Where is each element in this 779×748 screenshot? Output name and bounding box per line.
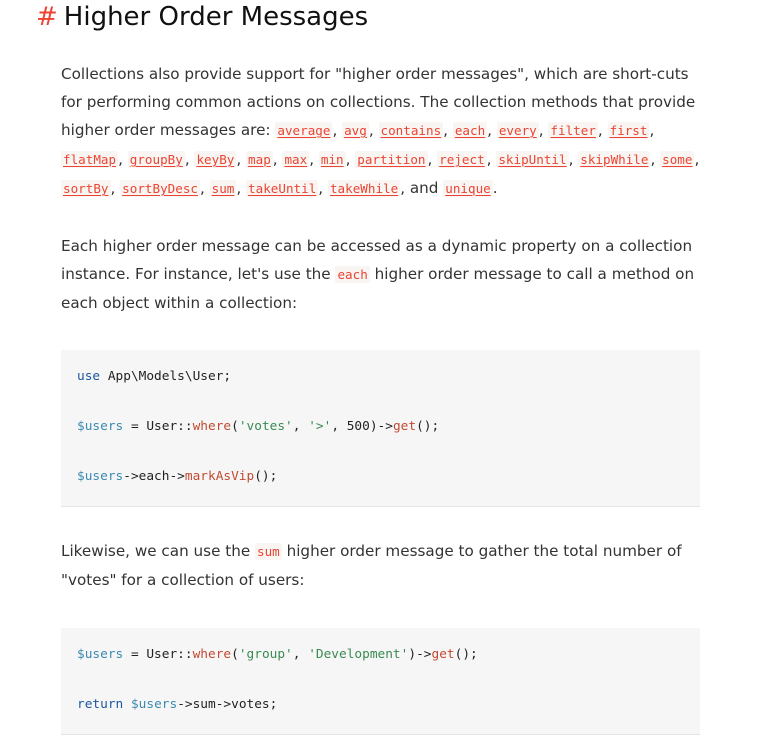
code-line	[77, 696, 277, 714]
code-text: ();	[254, 469, 278, 484]
list-separator: ,	[184, 150, 195, 168]
heading-title: Higher Order Messages	[63, 2, 369, 32]
code-text	[123, 697, 131, 712]
method-link-sortby[interactable]: sortBy	[63, 181, 109, 196]
code-string: 'votes'	[238, 419, 293, 434]
code-text: = User::	[123, 647, 193, 662]
list-separator: ,	[236, 179, 247, 197]
inline-code-each: each	[337, 267, 368, 282]
each-paragraph	[61, 232, 711, 317]
method-link-partition[interactable]: partition	[357, 152, 426, 167]
method-link-unique[interactable]: unique	[445, 181, 491, 196]
sum-text-after: higher order message to gather the total number of "votes" for a collection of users:	[61, 542, 682, 589]
list-separator: ,	[318, 179, 328, 197]
section-heading	[36, 0, 368, 34]
intro-paragraph	[61, 60, 711, 203]
list-separator: ,	[272, 150, 283, 168]
code-line	[77, 368, 231, 386]
list-separator: ,	[650, 150, 661, 168]
list-separator: ,	[345, 150, 356, 168]
list-separator: ,	[538, 121, 549, 139]
each-text-after: higher order message to call a method on each object within a collection:	[61, 265, 695, 312]
method-link-min[interactable]: min	[320, 152, 344, 167]
method-link-takewhile[interactable]: takeWhile	[329, 181, 399, 196]
method-link-sum[interactable]: sum	[211, 181, 235, 196]
code-text: ->each->	[123, 469, 185, 484]
intro-text: Collections also provide support for "higher order messages", which are short-cuts for performing common actions on collections. The collection methods that provide higher order messages are:	[61, 65, 696, 139]
list-separator: ,	[309, 150, 319, 168]
method-link-keyby[interactable]: keyBy	[196, 152, 235, 167]
method-link-sortbydesc[interactable]: sortByDesc	[122, 181, 198, 196]
method-link-filter[interactable]: filter	[550, 123, 596, 138]
code-text: (	[231, 647, 239, 662]
code-keyword: return	[77, 697, 124, 712]
list-separator: ,	[486, 150, 497, 168]
code-text: ,	[292, 647, 309, 662]
code-line	[77, 646, 478, 664]
list-separator: ,	[649, 121, 655, 139]
method-link-every[interactable]: every	[498, 123, 537, 138]
code-string: 'Development'	[308, 647, 409, 662]
list-separator: ,	[597, 121, 608, 139]
list-separator: ,	[118, 150, 128, 168]
method-link-skipuntil[interactable]: skipUntil	[498, 152, 567, 167]
method-link-contains[interactable]: contains	[380, 123, 442, 138]
code-text: ,	[292, 419, 309, 434]
code-text: = User::	[123, 419, 193, 434]
method-link-first[interactable]: first	[609, 123, 648, 138]
end-period: .	[492, 179, 498, 197]
sum-text-before: Likewise, we can use the	[61, 542, 255, 560]
code-text: (	[231, 419, 239, 434]
method-link-groupby[interactable]: groupBy	[129, 152, 183, 167]
code-string: 'group'	[238, 647, 293, 662]
method-link-reject[interactable]: reject	[439, 152, 485, 167]
code-function: where	[192, 647, 232, 662]
inline-code-sum: sum	[257, 544, 280, 559]
code-block-each	[61, 350, 700, 507]
list-separator: ,	[110, 179, 121, 197]
method-link-each[interactable]: each	[454, 123, 486, 138]
code-text: ();	[454, 647, 478, 662]
method-link-max[interactable]: max	[284, 152, 308, 167]
code-function: markAsVip	[184, 469, 255, 484]
list-separator: ,	[427, 150, 438, 168]
code-variable: $users	[130, 697, 178, 712]
code-text: ->sum->votes;	[177, 697, 278, 712]
method-link-takeuntil[interactable]: takeUntil	[248, 181, 317, 196]
code-line	[77, 418, 439, 436]
code-text: , 500)->	[331, 419, 393, 434]
list-separator: ,	[199, 179, 210, 197]
code-string: '>'	[308, 419, 332, 434]
code-function: get	[392, 419, 417, 434]
list-separator: ,	[332, 121, 343, 139]
anchor-hash-link[interactable]: #	[36, 2, 58, 32]
method-link-average[interactable]: average	[277, 123, 331, 138]
list-separator: ,	[487, 121, 497, 139]
code-text: App\Models\User;	[100, 369, 232, 384]
code-variable: $users	[77, 469, 124, 484]
list-separator: ,	[400, 179, 410, 197]
method-link-avg[interactable]: avg	[344, 123, 367, 138]
code-variable: $users	[77, 419, 124, 434]
code-text: )->	[408, 647, 432, 662]
list-separator: ,	[443, 121, 453, 139]
list-separator: ,	[368, 121, 379, 139]
code-variable: $users	[77, 647, 124, 662]
sum-paragraph	[61, 537, 711, 594]
code-block-sum	[61, 628, 700, 735]
code-keyword: use	[77, 369, 101, 384]
method-link-map[interactable]: map	[248, 152, 271, 167]
code-function: get	[431, 647, 455, 662]
method-link-skipwhile[interactable]: skipWhile	[580, 152, 649, 167]
method-link-flatmap[interactable]: flatMap	[63, 152, 117, 167]
method-link-some[interactable]: some	[662, 152, 693, 167]
and-word: and	[409, 179, 439, 197]
code-line	[77, 468, 277, 486]
code-text: ();	[416, 419, 440, 434]
list-separator: ,	[694, 150, 700, 168]
each-text-before: Each higher order message can be accessed as a dynamic property on a collection instance. For instance, let's use the	[61, 237, 693, 283]
list-separator: ,	[568, 150, 579, 168]
code-function: where	[192, 419, 232, 434]
list-separator: ,	[236, 150, 247, 168]
